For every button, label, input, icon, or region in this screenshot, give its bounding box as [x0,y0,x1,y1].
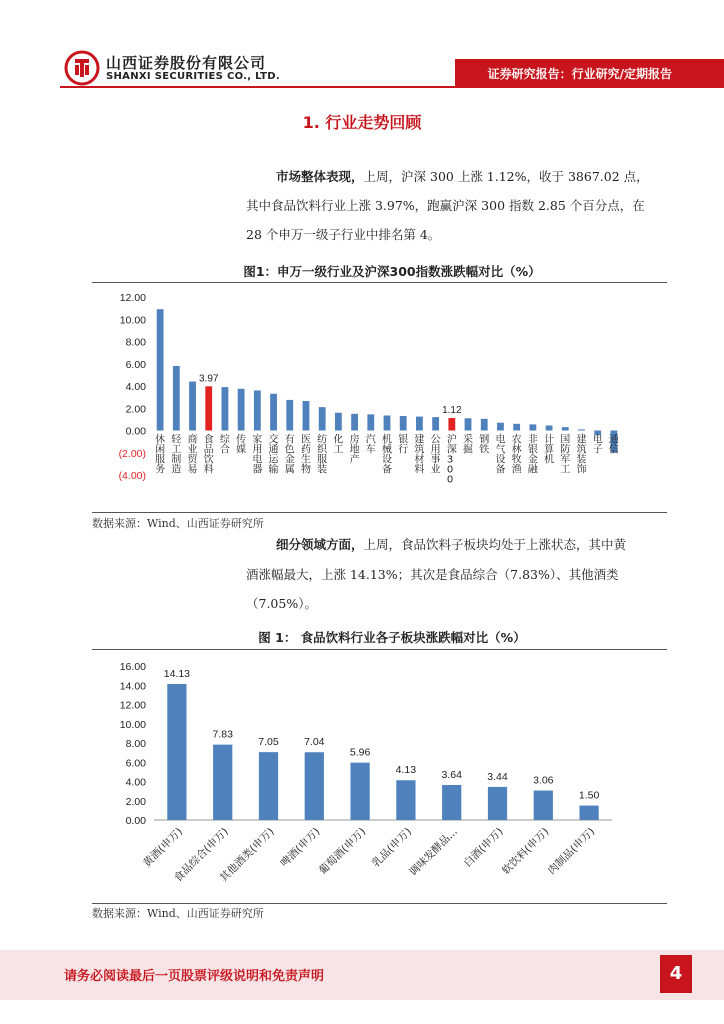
bar [534,791,553,820]
para1-line1: 市场整体表现，上周，沪深 300 上涨 1.12%，收于 3867.02 点， [276,169,649,184]
x-tick-label: 家用电器 [252,434,263,476]
y-tick-label: 4.00 [125,381,146,393]
x-tick-label: 机械设备 [382,434,392,476]
para2-lead: 细分领域方面， [276,537,364,552]
data-label: 14.13 [163,667,191,680]
x-tick-label: 软饮料(申万) [500,825,552,878]
bar [546,425,553,430]
bar [448,418,455,430]
bar [432,417,439,430]
page-number: 4 [660,955,692,993]
data-label: 3.06 [533,774,554,787]
x-tick-label: 乳品(申万) [370,825,415,870]
bar [442,785,461,820]
figure2-source: 数据来源：Wind、山西证券研究所 [92,907,264,920]
y-tick-label: 12.00 [119,292,146,304]
x-tick-label: 非银金融 [527,434,538,476]
para2-line2: 酒涨幅最大，上涨 14.13%；其次是食品综合（7.83%）、其他酒类 [246,567,619,582]
data-label: 3.44 [487,770,508,783]
bar [335,413,342,431]
x-tick-label: 调味发酵品... [407,825,460,879]
x-tick-label: 医药生物 [300,434,311,476]
y-tick-label: 8.00 [125,336,146,349]
data-label: 1.50 [578,789,600,802]
bar [305,752,324,820]
bar [213,745,232,820]
footer-disclaimer: 请务必阅读最后一页股票评级说明和免责声明 [64,969,325,984]
para1-line3: 28 个申万一级子行业中排名第 4。 [246,227,441,242]
bar [384,415,391,430]
y-tick-label: 6.00 [125,358,146,371]
bar [367,414,374,430]
figure1-source: 数据来源：Wind、山西证券研究所 [92,517,264,530]
header-divider [60,86,724,88]
x-tick-label: 汽车 [365,434,376,456]
x-tick-label: 采掘 [463,434,474,456]
data-label: 5.96 [349,746,371,759]
x-tick-label: 建筑装饰 [576,434,587,476]
section-title: 1. 行业走势回顾 [302,113,422,132]
x-tick-label: 电气设备 [495,434,506,476]
bar [254,390,261,430]
bar [303,401,310,430]
x-tick-label: 有色金属 [284,434,295,476]
x-tick-label: 其他酒类(申万) [217,825,277,885]
bar [270,394,277,431]
para1-lead: 市场整体表现， [276,169,364,184]
bar [238,389,245,431]
x-tick-label: 轻工制造 [171,434,182,476]
bar [259,752,278,820]
bar [488,787,507,820]
y-tick-label: 16.00 [119,661,146,673]
bar [416,417,423,431]
y-tick-label: 2.00 [125,795,146,808]
y-tick-label: 0.00 [125,425,146,438]
subsector-bar-chart [92,652,667,902]
bar [579,806,598,820]
data-label: 3.64 [441,768,462,781]
x-tick-label: 商业贸易 [187,434,198,476]
x-tick-label: 休闲服务 [155,434,166,476]
figure1-title: 图1：申万一级行业及沪深300指数涨跌幅对比（%） [243,264,541,279]
x-tick-label: 房地产 [349,434,360,466]
bar [578,429,585,430]
x-tick-label: 食品综合(申万) [171,825,231,885]
y-tick-label: 12.00 [119,699,146,712]
x-tick-label: 通信 [608,434,619,456]
x-tick-label: 食品饮料 [203,434,214,476]
bar [205,386,212,430]
para2-line3: （7.05%）。 [246,596,317,611]
figure1-top-rule [92,282,667,283]
x-tick-label: 建筑材料 [414,434,425,476]
x-tick-label: 银行 [398,434,409,456]
bar [513,424,520,431]
bar [562,427,569,430]
bar [497,423,504,431]
x-tick-label: 公用事业 [430,434,441,476]
x-tick-label: 交通运输 [268,434,279,476]
x-tick-label: 综合 [219,434,230,456]
y-tick-label: 10.00 [119,718,146,731]
bar [400,416,407,430]
bar [465,418,472,430]
x-tick-label: 钢铁 [479,434,490,456]
report-type-band [455,59,724,86]
x-tick-label: 纺织服装 [317,434,328,476]
bar [319,407,326,430]
data-label: 4.13 [395,764,417,777]
company-name-en: SHANXI SECURITIES CO., LTD. [106,71,280,82]
figure2-title: 图 1： 食品饮料行业各子板块涨跌幅对比（%） [258,630,526,645]
figure2-top-rule [92,649,667,650]
x-tick-label: 化工 [333,434,344,456]
y-tick-label: 8.00 [125,738,146,750]
bar [529,424,536,430]
y-tick-label: (4.00) [118,470,146,482]
bar [167,684,186,820]
bar [481,419,488,431]
x-tick-label: 沪深 3 0 0 [446,434,457,486]
bar [350,763,369,820]
data-label: 7.05 [258,736,279,749]
industry-bar-chart [92,285,667,510]
para1-line2: 其中食品饮料行业上涨 3.97%，跑赢沪深 300 指数 2.85 个百分点，在 [246,198,645,213]
y-tick-label: 10.00 [119,314,146,327]
company-logo-icon [64,50,100,86]
company-name-cn: 山西证券股份有限公司 [106,54,267,72]
x-tick-label: 电子 [592,434,603,456]
x-tick-label: 啤酒(申万) [278,825,323,870]
bar [157,309,164,430]
bar [189,382,196,431]
x-tick-label: 农林牧渔 [511,434,522,476]
x-tick-label: 葡萄酒(申万) [316,825,369,878]
figure1-bottom-rule [92,512,667,513]
bar [222,387,229,430]
y-tick-label: (2.00) [118,447,146,460]
figure2-bottom-rule [92,903,667,904]
bar [173,366,180,431]
y-tick-label: 6.00 [125,757,146,770]
x-tick-label: 白酒(申万) [461,825,506,870]
para2-line1: 细分领域方面，上周，食品饮料子板块均处于上涨状态，其中黄 [276,537,627,552]
y-tick-label: 2.00 [125,403,146,416]
y-tick-label: 0.00 [125,815,146,827]
x-tick-label: 黄酒(申万) [141,825,186,870]
y-tick-label: 4.00 [125,776,146,789]
y-tick-label: 14.00 [119,680,146,693]
x-tick-label: 国防军工 [560,434,571,476]
data-label: 3.97 [198,373,219,385]
data-label: 1.12 [442,405,462,417]
data-label: 7.83 [212,728,233,741]
x-tick-label: 计算机 [544,434,555,466]
bar [396,780,415,820]
x-tick-label: 传媒 [236,434,247,456]
report-type-label: 证券研究报告：行业研究/定期报告 [487,67,672,81]
bar [351,414,358,431]
bar [286,400,293,431]
data-label: 7.04 [304,736,325,749]
x-tick-label: 肉制品(申万) [545,825,598,878]
